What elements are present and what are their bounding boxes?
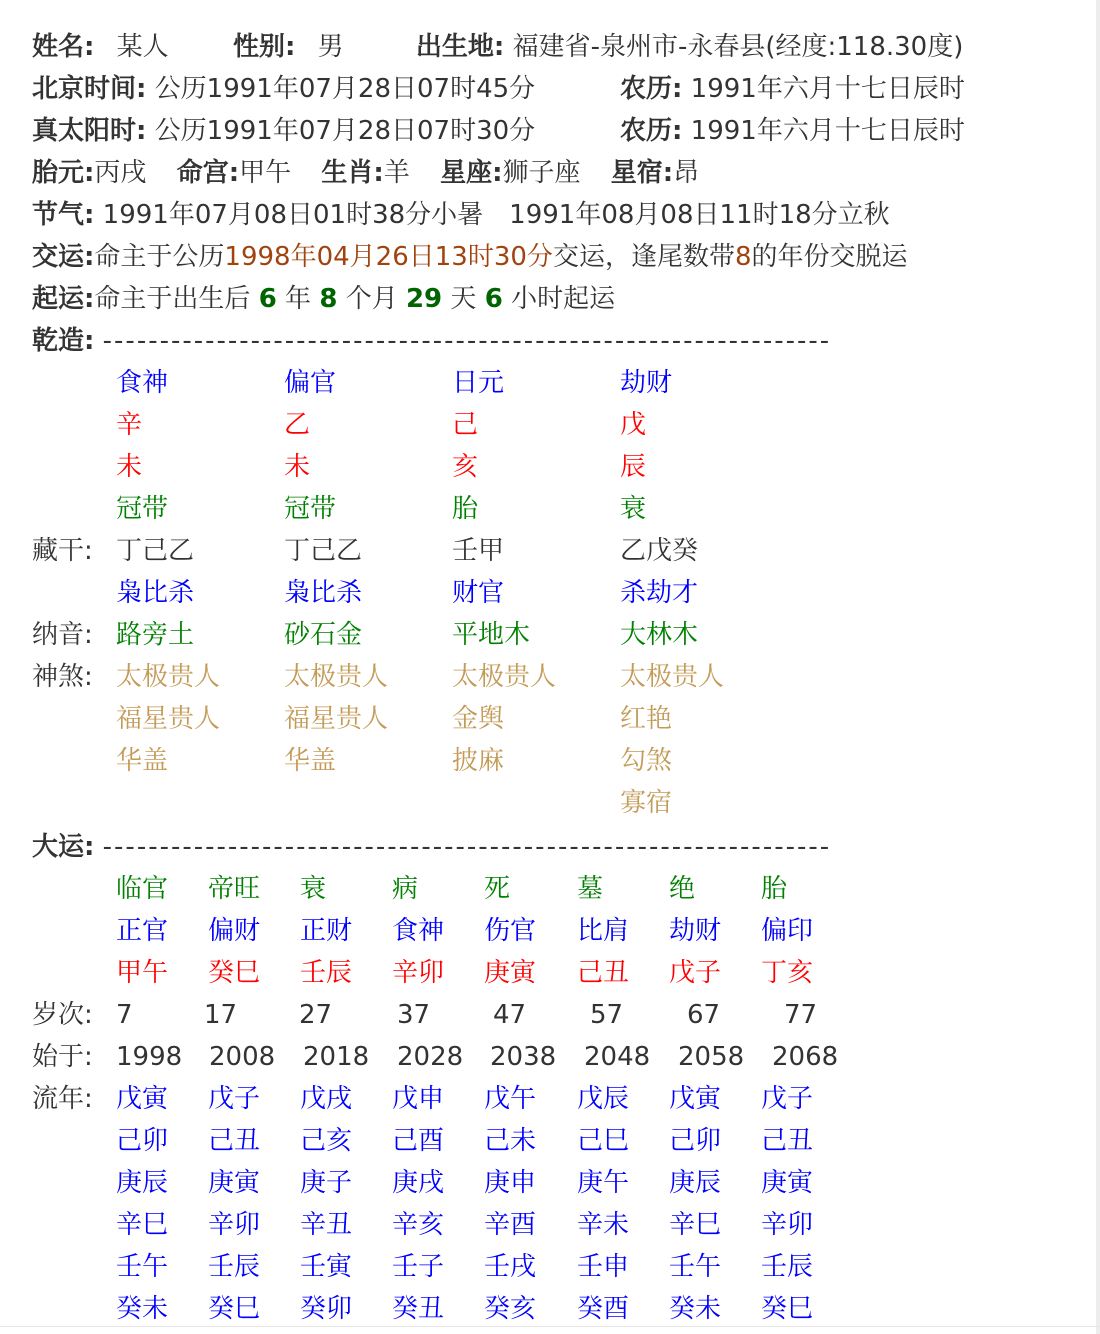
pillar-shensha: 太极贵人 — [284, 662, 389, 692]
beijing-time-value: 公历1991年07月28日07时45分 — [154, 74, 536, 104]
pillar-nayin: 砂石金 — [284, 620, 363, 650]
pillar-life-stage: 衰 — [620, 494, 647, 524]
xingxiu-value: 昂 — [673, 158, 700, 188]
liunian-year: 癸酉 — [577, 1294, 630, 1324]
liunian-year: 戊子 — [208, 1084, 261, 1114]
liunian-year: 癸未 — [116, 1294, 169, 1324]
header-row-jieqi — [32, 194, 890, 236]
pillar-nayin: 平地木 — [452, 620, 531, 650]
dayun-label: 大运: — [32, 832, 95, 862]
pillar-hidden-gods: 枭比杀 — [284, 578, 363, 608]
gender-label: 性别: — [232, 32, 296, 62]
dayun-life-stage: 病 — [392, 874, 419, 904]
liunian-year: 壬子 — [392, 1252, 445, 1282]
dayun-age: 17 — [204, 1000, 238, 1030]
pillar-shensha: 金舆 — [452, 704, 505, 734]
liunian-year: 戊辰 — [577, 1084, 630, 1114]
qiyun-years: 6 — [258, 284, 277, 314]
pillar-shensha: 福星贵人 — [284, 704, 389, 734]
liunian-year: 庚辰 — [116, 1168, 169, 1198]
pillar-hidden-stems: 壬甲 — [452, 536, 505, 566]
liunian-year: 庚申 — [484, 1168, 537, 1198]
bazi-label: 乾造: — [32, 326, 95, 356]
qiyun-label: 起运: — [32, 284, 95, 314]
pillar-life-stage: 冠带 — [284, 494, 337, 524]
lunar-label: 农历: — [620, 116, 683, 146]
dayun-ten-god: 偏财 — [208, 916, 261, 946]
lunar-value: 1991年六月十七日辰时 — [690, 116, 965, 146]
qiyun-days: 29 — [405, 284, 443, 314]
dayun-ten-god: 偏印 — [761, 916, 814, 946]
jiaoyun-text: 交运，逢尾数带 — [552, 242, 735, 272]
liunian-year: 辛卯 — [761, 1210, 814, 1240]
liunian-year: 壬申 — [577, 1252, 630, 1282]
bazi-header — [32, 320, 831, 362]
pillar-branch: 亥 — [452, 452, 479, 482]
liunian-year: 己亥 — [300, 1126, 353, 1156]
jieqi-value: 1991年07月08日01时38分小暑 1991年08月08日11时18分立秋 — [102, 200, 890, 230]
liunian-year: 癸巳 — [208, 1294, 261, 1324]
pillar-shensha: 红艳 — [620, 704, 673, 734]
pillar-branch: 辰 — [620, 452, 647, 482]
liunian-year: 戊申 — [392, 1084, 445, 1114]
jiaoyun-tail-number: 8 — [734, 242, 752, 272]
liunian-year: 辛卯 — [208, 1210, 261, 1240]
liunian-year: 己未 — [484, 1126, 537, 1156]
dayun-life-stage: 衰 — [300, 874, 327, 904]
dayun-age: 7 — [116, 1000, 133, 1030]
minggong-label: 命宫: — [176, 158, 240, 188]
liunian-year: 辛丑 — [300, 1210, 353, 1240]
dayun-pillar: 甲午 — [116, 958, 169, 988]
pillar-life-stage: 冠带 — [116, 494, 169, 524]
pillar-shensha: 太极贵人 — [116, 662, 221, 692]
pillar-ten-god: 劫财 — [620, 368, 673, 398]
pillar-nayin: 路旁土 — [116, 620, 195, 650]
shengxiao-label: 生肖: — [321, 158, 384, 188]
header-row-lunar1 — [620, 68, 965, 110]
dayun-ten-god: 食神 — [392, 916, 445, 946]
liunian-year: 辛巳 — [116, 1210, 169, 1240]
dayun-pillar: 戊子 — [669, 958, 722, 988]
liunian-year: 庚辰 — [669, 1168, 722, 1198]
jieqi-label: 节气: — [32, 200, 95, 230]
dayun-start-year: 1998 — [116, 1042, 183, 1072]
pillar-branch: 未 — [116, 452, 143, 482]
liunian-year: 辛巳 — [669, 1210, 722, 1240]
liunian-year: 己酉 — [392, 1126, 445, 1156]
header-row-misc — [32, 152, 699, 194]
dayun-ten-god: 正财 — [300, 916, 353, 946]
header-row-solar — [32, 110, 535, 152]
lunar-value: 1991年六月十七日辰时 — [690, 74, 965, 104]
bottom-divider — [0, 1326, 1100, 1327]
dayun-start-year: 2058 — [678, 1042, 745, 1072]
minggong-value: 甲午 — [239, 158, 292, 188]
qiyun-months: 8 — [319, 284, 338, 314]
dayun-start-year: 2038 — [490, 1042, 557, 1072]
pillar-branch: 未 — [284, 452, 311, 482]
qiyun-unit: 年 — [285, 284, 312, 314]
dayun-start-year: 2008 — [209, 1042, 276, 1072]
pillar-hidden-gods: 财官 — [452, 578, 505, 608]
dayun-ten-god: 正官 — [116, 916, 169, 946]
liunian-year: 戊寅 — [116, 1084, 169, 1114]
jiaoyun-label: 交运: — [32, 242, 95, 272]
qiyun-unit: 小时起运 — [511, 284, 616, 314]
pillar-shensha: 太极贵人 — [620, 662, 725, 692]
qiyun-text: 命主于出生后 — [94, 284, 251, 314]
liunian-year: 辛亥 — [392, 1210, 445, 1240]
dayun-life-stage: 临官 — [116, 874, 169, 904]
header-row-beijing — [32, 68, 535, 110]
liunian-year: 戊子 — [761, 1084, 814, 1114]
beijing-time-label: 北京时间: — [32, 74, 147, 104]
pillar-ten-god: 食神 — [116, 368, 169, 398]
dayun-life-stage: 绝 — [669, 874, 696, 904]
dayun-pillar: 己丑 — [577, 958, 630, 988]
dayun-divider: ---------------------------------------------------------------- — [102, 832, 832, 862]
canggan-label: 藏干: — [32, 536, 93, 566]
liunian-year: 壬寅 — [300, 1252, 353, 1282]
pillar-shensha: 寡宿 — [620, 788, 673, 818]
dayun-start-year: 2068 — [772, 1042, 839, 1072]
header-row-lunar2 — [620, 110, 965, 152]
liunian-year: 癸卯 — [300, 1294, 353, 1324]
jiaoyun-text: 的年份交脱运 — [751, 242, 908, 272]
liunian-year: 己丑 — [208, 1126, 261, 1156]
xingzuo-label: 星座: — [440, 158, 503, 188]
taiyuan-value: 丙戌 — [94, 158, 147, 188]
dayun-ten-god: 比肩 — [577, 916, 630, 946]
qiyun-hours: 6 — [484, 284, 503, 314]
liunian-year: 庚寅 — [761, 1168, 814, 1198]
dayun-pillar: 癸巳 — [208, 958, 261, 988]
start-label: 始于: — [32, 1042, 93, 1072]
liunian-year: 己卯 — [669, 1126, 722, 1156]
liunian-year: 己巳 — [577, 1126, 630, 1156]
liunian-year: 癸亥 — [484, 1294, 537, 1324]
jiaoyun-text: 命主于公历 — [94, 242, 225, 272]
pillar-stem: 辛 — [116, 410, 143, 440]
liunian-year: 壬辰 — [761, 1252, 814, 1282]
pillar-hidden-stems: 乙戊癸 — [620, 536, 699, 566]
dayun-pillar: 庚寅 — [484, 958, 537, 988]
liunian-year: 壬戌 — [484, 1252, 537, 1282]
dayun-start-year: 2028 — [397, 1042, 464, 1072]
pillar-ten-god: 偏官 — [284, 368, 337, 398]
dayun-pillar: 丁亥 — [761, 958, 814, 988]
shensha-label: 神煞: — [32, 662, 93, 692]
pillar-hidden-stems: 丁己乙 — [284, 536, 363, 566]
dayun-ten-god: 伤官 — [484, 916, 537, 946]
nayin-label: 纳音: — [32, 620, 93, 650]
pillar-nayin: 大林木 — [620, 620, 699, 650]
pillar-stem: 己 — [452, 410, 479, 440]
dayun-start-year: 2018 — [303, 1042, 370, 1072]
header-row-qiyun — [32, 278, 615, 320]
pillar-hidden-gods: 枭比杀 — [116, 578, 195, 608]
dayun-age: 57 — [590, 1000, 624, 1030]
pillar-shensha: 华盖 — [116, 746, 169, 776]
dayun-pillar: 辛卯 — [392, 958, 445, 988]
pillar-shensha: 福星贵人 — [116, 704, 221, 734]
liunian-year: 壬午 — [669, 1252, 722, 1282]
qiyun-unit: 个月 — [345, 284, 398, 314]
dayun-ten-god: 劫财 — [669, 916, 722, 946]
liunian-year: 癸未 — [669, 1294, 722, 1324]
liunian-year: 庚戌 — [392, 1168, 445, 1198]
header-row-jiaoyun — [32, 236, 908, 278]
pillar-stem: 乙 — [284, 410, 311, 440]
liunian-year: 戊午 — [484, 1084, 537, 1114]
liunian-year: 壬午 — [116, 1252, 169, 1282]
pillar-hidden-gods: 杀劫才 — [620, 578, 699, 608]
liunian-year: 己丑 — [761, 1126, 814, 1156]
name-value: 某人 — [116, 32, 169, 62]
birthplace-label: 出生地: — [415, 32, 505, 62]
liunian-year: 辛酉 — [484, 1210, 537, 1240]
dayun-pillar: 壬辰 — [300, 958, 353, 988]
dayun-age: 37 — [397, 1000, 431, 1030]
xingzuo-value: 狮子座 — [502, 158, 581, 188]
name-label: 姓名: — [32, 32, 95, 62]
liunian-year: 己卯 — [116, 1126, 169, 1156]
pillar-ten-god: 日元 — [452, 368, 505, 398]
xingxiu-label: 星宿: — [610, 158, 674, 188]
dayun-life-stage: 死 — [484, 874, 511, 904]
jiaoyun-date: 1998年04月26日13时30分 — [224, 242, 553, 272]
gender-value: 男 — [317, 32, 344, 62]
lunar-label: 农历: — [620, 74, 683, 104]
shengxiao-value: 羊 — [383, 158, 410, 188]
header-row-name — [32, 26, 963, 68]
liunian-year: 癸巳 — [761, 1294, 814, 1324]
birthplace-value: 福建省-泉州市-永春县(经度:118.30度) — [512, 32, 964, 62]
pillar-shensha: 华盖 — [284, 746, 337, 776]
pillar-shensha: 披麻 — [452, 746, 505, 776]
solar-time-value: 公历1991年07月28日07时30分 — [154, 116, 536, 146]
liunian-label: 流年: — [32, 1084, 93, 1114]
qiyun-unit: 天 — [450, 284, 477, 314]
liunian-year: 庚寅 — [208, 1168, 261, 1198]
liunian-year: 辛未 — [577, 1210, 630, 1240]
liunian-year: 癸丑 — [392, 1294, 445, 1324]
pillar-life-stage: 胎 — [452, 494, 479, 524]
dayun-life-stage: 胎 — [761, 874, 788, 904]
dayun-life-stage: 帝旺 — [208, 874, 261, 904]
age-label: 岁次: — [32, 1000, 93, 1030]
solar-time-label: 真太阳时: — [32, 116, 147, 146]
pillar-shensha: 勾煞 — [620, 746, 673, 776]
liunian-year: 庚午 — [577, 1168, 630, 1198]
dayun-age: 77 — [784, 1000, 818, 1030]
dayun-age: 67 — [687, 1000, 721, 1030]
liunian-year: 壬辰 — [208, 1252, 261, 1282]
liunian-year: 庚子 — [300, 1168, 353, 1198]
dayun-header — [32, 826, 831, 868]
taiyuan-label: 胎元: — [32, 158, 95, 188]
liunian-year: 戊戌 — [300, 1084, 353, 1114]
scrollbar-edge — [1096, 0, 1100, 1334]
dayun-age: 47 — [493, 1000, 527, 1030]
dayun-age: 27 — [299, 1000, 333, 1030]
liunian-year: 戊寅 — [669, 1084, 722, 1114]
pillar-shensha: 太极贵人 — [452, 662, 557, 692]
dayun-start-year: 2048 — [584, 1042, 651, 1072]
pillar-hidden-stems: 丁己乙 — [116, 536, 195, 566]
bazi-divider: ---------------------------------------------------------------- — [102, 326, 832, 356]
dayun-life-stage: 墓 — [577, 874, 604, 904]
pillar-stem: 戊 — [620, 410, 647, 440]
